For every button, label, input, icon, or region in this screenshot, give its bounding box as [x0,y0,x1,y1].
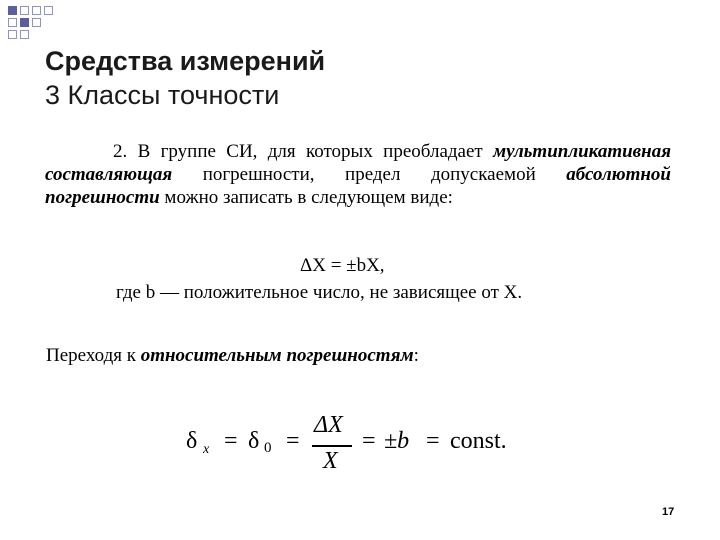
relative-error-formula [186,410,526,480]
paragraph-emphasis-1: мультипликативная составляющая [45,141,671,185]
delta-0-symbol: δ [248,428,260,454]
const-text: const. [450,428,507,454]
title-subtitle: 3 Классы точности [45,80,280,110]
subscript-0: 0 [264,440,272,456]
equals-3: = [362,428,376,454]
transition-text [46,345,419,367]
top-rule [0,0,720,1]
main-paragraph [45,140,671,209]
absolute-error-formula: ΔX = ±bX, [300,255,385,276]
paragraph-text-3: можно записать в следующем виде: [159,187,453,208]
title-main: Средства измерений [45,46,326,76]
plus-minus-b: ±b [384,428,410,454]
fraction-bar [312,445,352,447]
fraction-denominator: X [323,448,338,474]
transition-emphasis: относительным погрешностям [140,345,414,366]
transition-text-1: Переходя к [46,345,141,366]
equals-4: = [426,428,440,454]
equals-1: = [224,428,238,454]
where-explanation: где b — положительное число, не зависящее от X. [116,282,523,303]
paragraph-text-2: погрешности, предел допускаемой [172,164,567,185]
subscript-x: x [203,442,210,457]
slide-title [45,44,325,112]
paragraph-text-1: 2. В группе СИ, для которых преобладает [113,141,494,162]
delta-x-symbol: δ [186,428,198,454]
equals-2: = [286,428,300,454]
paragraph-emphasis-2: абсолютной погрешности [45,164,671,208]
fraction-numerator: ΔX [314,412,343,438]
transition-text-2: : [413,345,419,366]
page-number: 17 [662,506,675,518]
decorative-squares [0,0,100,40]
